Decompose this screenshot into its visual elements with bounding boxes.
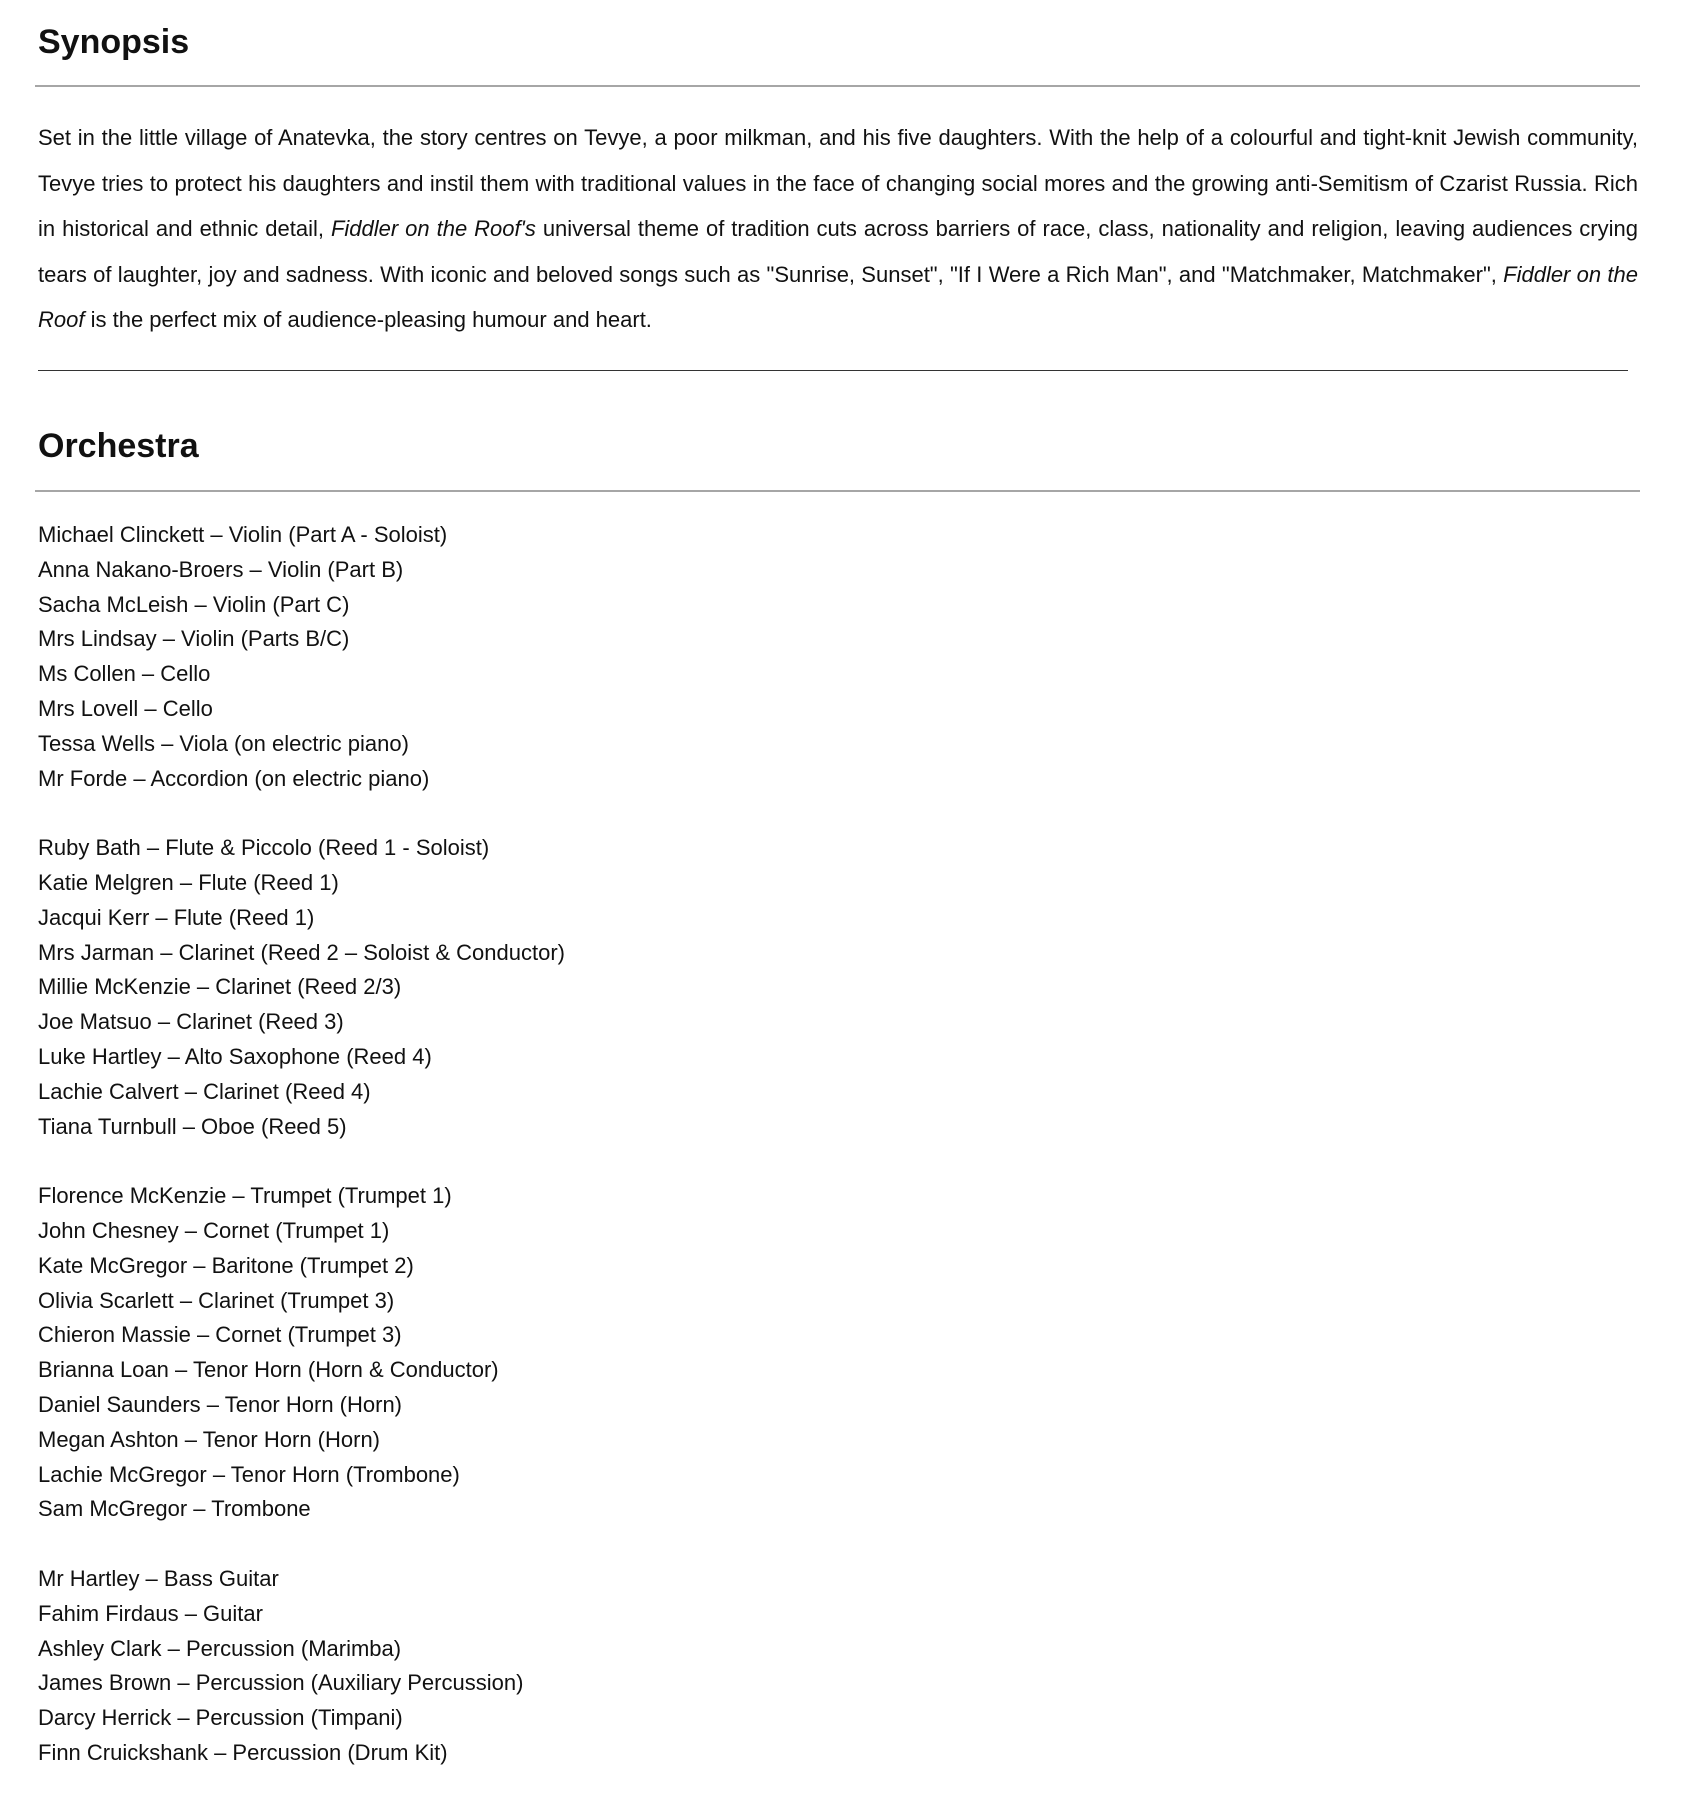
roster-item: Darcy Herrick – Percussion (Timpani) bbox=[38, 1705, 403, 1731]
roster-item: Sacha McLeish – Violin (Part C) bbox=[38, 591, 350, 617]
roster-item: Mr Hartley – Bass Guitar bbox=[38, 1565, 279, 1591]
roster-item: Ashley Clark – Percussion (Marimba) bbox=[38, 1635, 402, 1661]
synopsis-text-2: universal theme of tradition cuts across barriers of race, class, nationality and religion, leaving audiences crying tears of laughter, joy and sadness. With iconic and beloved songs such as "Sunrise, Sunset", "If I Were a Rich Man", and "Matchmaker, Matchmaker", bbox=[38, 216, 1638, 287]
synopsis-italic-title-2: Fiddler on the Roof bbox=[38, 261, 1638, 332]
orchestra-heading: Orchestra bbox=[38, 427, 199, 465]
orchestra-heading-rule bbox=[35, 490, 1640, 492]
synopsis-text-1: Set in the little village of Anatevka, the story centres on Tevye, a poor milkman, and his five daughters. With the help of a colourful and tight-knit Jewish community, Tevye tries to protect his daughters and instil them with traditional values in the face of changing social mores and the growing anti-Semitism of Czarist Russia. Rich in historical and ethnic detail, bbox=[38, 125, 1638, 241]
roster-item: Tessa Wells – Viola (on electric piano) bbox=[38, 730, 409, 756]
roster-item: Fahim Firdaus – Guitar bbox=[38, 1600, 263, 1626]
section-divider bbox=[38, 370, 1628, 371]
roster-item: Mrs Lindsay – Violin (Parts B/C) bbox=[38, 626, 350, 652]
roster-item: Brianna Loan – Tenor Horn (Horn & Conductor) bbox=[38, 1357, 499, 1383]
roster-item: James Brown – Percussion (Auxiliary Percussion) bbox=[38, 1670, 524, 1696]
roster-item: Ruby Bath – Flute & Piccolo (Reed 1 - Soloist) bbox=[38, 835, 490, 861]
roster-item: Olivia Scarlett – Clarinet (Trumpet 3) bbox=[38, 1287, 395, 1313]
roster-item: Jacqui Kerr – Flute (Reed 1) bbox=[38, 904, 315, 930]
synopsis-text-3: is the perfect mix of audience-pleasing humour and heart. bbox=[84, 307, 652, 332]
roster-item: Lachie Calvert – Clarinet (Reed 4) bbox=[38, 1078, 371, 1104]
roster-item: John Chesney – Cornet (Trumpet 1) bbox=[38, 1217, 390, 1243]
roster-item: Mrs Lovell – Cello bbox=[38, 695, 213, 721]
roster-item: Joe Matsuo – Clarinet (Reed 3) bbox=[38, 1009, 344, 1035]
roster-item: Katie Melgren – Flute (Reed 1) bbox=[38, 869, 339, 895]
roster-item: Mrs Jarman – Clarinet (Reed 2 – Soloist & Conductor) bbox=[38, 939, 565, 965]
synopsis-italic-title-1: Fiddler on the Roof's bbox=[330, 216, 536, 241]
orchestra-roster bbox=[38, 518, 565, 1771]
roster-item: Michael Clinckett – Violin (Part A - Soloist) bbox=[38, 522, 448, 547]
synopsis-heading: Synopsis bbox=[38, 23, 190, 61]
roster-item: Luke Hartley – Alto Saxophone (Reed 4) bbox=[38, 1043, 432, 1069]
roster-item: Daniel Saunders – Tenor Horn (Horn) bbox=[38, 1391, 402, 1417]
roster-item: Millie McKenzie – Clarinet (Reed 2/3) bbox=[38, 974, 402, 1000]
roster-item: Tiana Turnbull – Oboe (Reed 5) bbox=[38, 1113, 347, 1139]
roster-item: Kate McGregor – Baritone (Trumpet 2) bbox=[38, 1252, 414, 1278]
roster-item: Mr Forde – Accordion (on electric piano) bbox=[38, 765, 430, 791]
synopsis-heading-rule bbox=[35, 85, 1640, 87]
roster-item: Florence McKenzie – Trumpet (Trumpet 1) bbox=[38, 1183, 452, 1209]
roster-item: Ms Collen – Cello bbox=[38, 661, 211, 687]
roster-item: Sam McGregor – Trombone bbox=[38, 1496, 311, 1522]
synopsis-paragraph bbox=[38, 115, 1638, 343]
roster-item: Megan Ashton – Tenor Horn (Horn) bbox=[38, 1426, 380, 1452]
roster-item: Lachie McGregor – Tenor Horn (Trombone) bbox=[38, 1461, 460, 1487]
roster-item: Finn Cruickshank – Percussion (Drum Kit) bbox=[38, 1739, 448, 1765]
roster-item: Anna Nakano-Broers – Violin (Part B) bbox=[38, 556, 404, 582]
roster-item: Chieron Massie – Cornet (Trumpet 3) bbox=[38, 1322, 402, 1348]
